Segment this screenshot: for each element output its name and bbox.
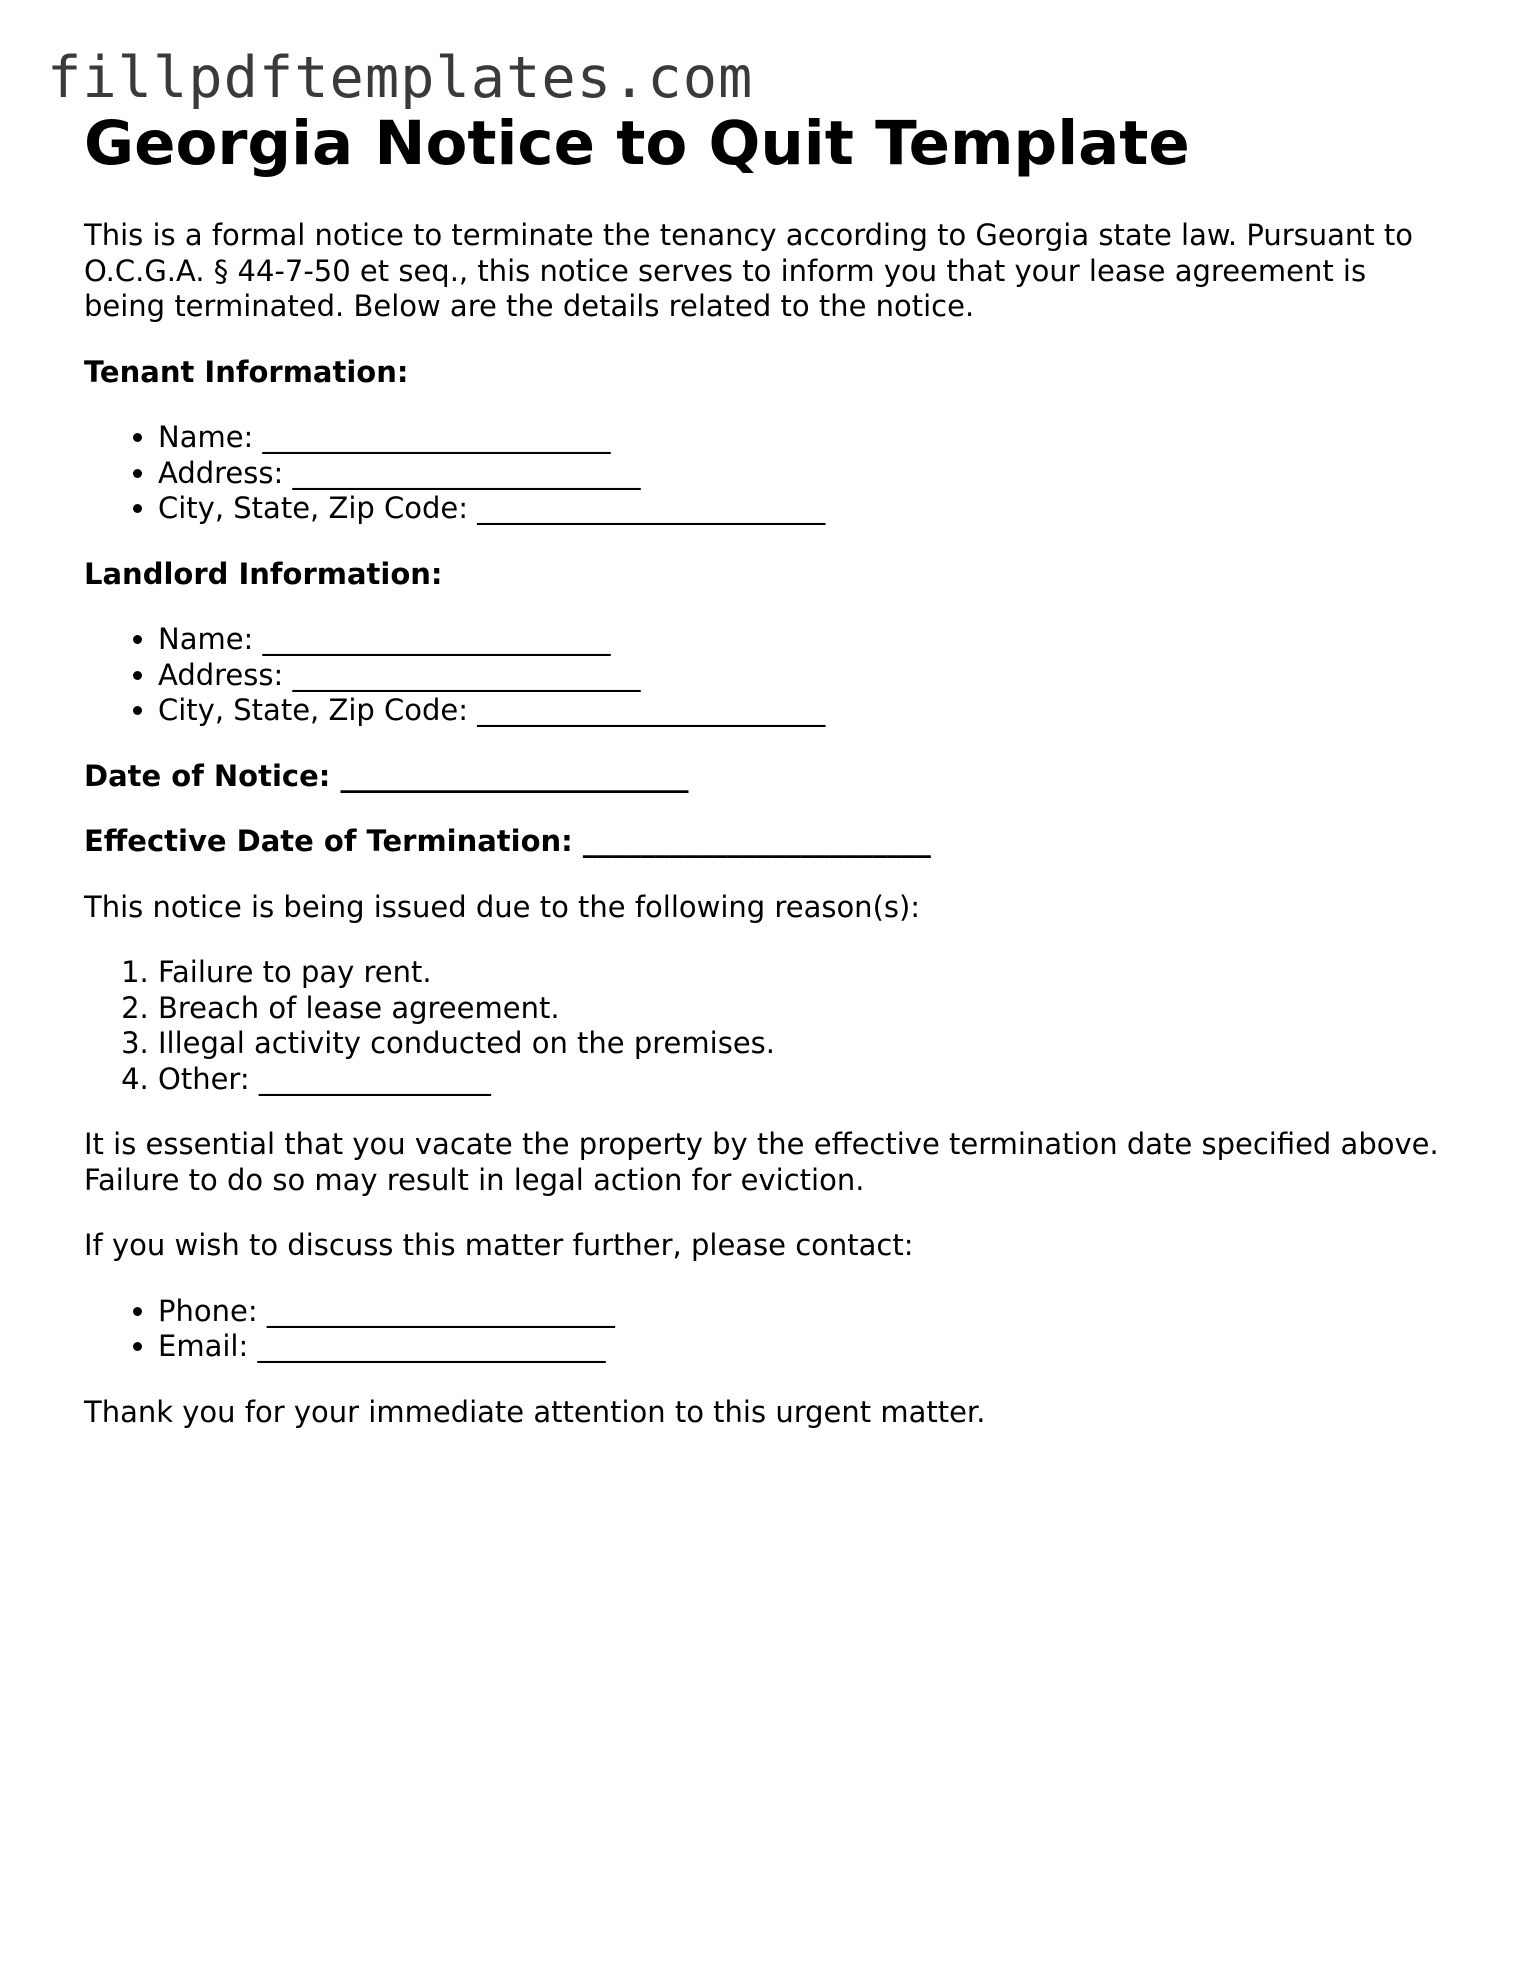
effective-date: Effective Date of Termination: ________________________	[84, 824, 931, 858]
contact-intro: If you wish to discuss this matter further, please contact:	[84, 1228, 914, 1262]
contact-list	[84, 1294, 1454, 1365]
reason-item: 3. Illegal activity conducted on the premises.	[158, 1026, 1454, 1062]
closing-paragraph: Thank you for your immediate attention to this urgent matter.	[84, 1394, 986, 1429]
watermark: fillpdftemplates.com	[47, 45, 754, 111]
vacate-paragraph: It is essential that you vacate the property by the effective termination date specified above. Failure to do so may result in legal action for eviction.	[84, 1127, 1439, 1197]
contact-phone-item: • Phone: ________________________	[158, 1294, 1454, 1330]
reason-item: 2. Breach of lease agreement.	[158, 991, 1454, 1027]
document-body	[84, 104, 1454, 1460]
tenant-heading: Tenant Information:	[84, 354, 409, 389]
reason-item: 1. Failure to pay rent.	[158, 955, 1454, 991]
tenant-city-state-zip-item: • City, State, Zip Code: ________________________	[158, 491, 1454, 527]
reasons-list	[84, 955, 1454, 1097]
tenant-name-item: • Name: ________________________	[158, 420, 1454, 456]
landlord-name-item: • Name: ________________________	[158, 622, 1454, 658]
landlord-info-list	[84, 622, 1454, 729]
landlord-address-item: • Address: ________________________	[158, 658, 1454, 694]
reasons-intro: This notice is being issued due to the following reason(s):	[84, 889, 921, 924]
tenant-info-list	[84, 420, 1454, 527]
reason-item: 4. Other: ________________	[158, 1062, 1454, 1098]
tenant-address-item: • Address: ________________________	[158, 456, 1454, 492]
contact-email-item: • Email: ________________________	[158, 1329, 1454, 1365]
date-of-notice: Date of Notice: ________________________	[84, 758, 689, 793]
landlord-city-state-zip-item: • City, State, Zip Code: ________________________	[158, 693, 1454, 729]
document-title: Georgia Notice to Quit Template	[84, 108, 1190, 179]
intro-paragraph: This is a formal notice to terminate the tenancy according to Georgia state law. Pursuant to O.C.G.A. § 44-7-50 et seq., this notice serves to inform you that your lease agreement is being terminated. Below are the details related to the notice.	[84, 218, 1413, 323]
landlord-heading: Landlord Information:	[84, 556, 443, 591]
